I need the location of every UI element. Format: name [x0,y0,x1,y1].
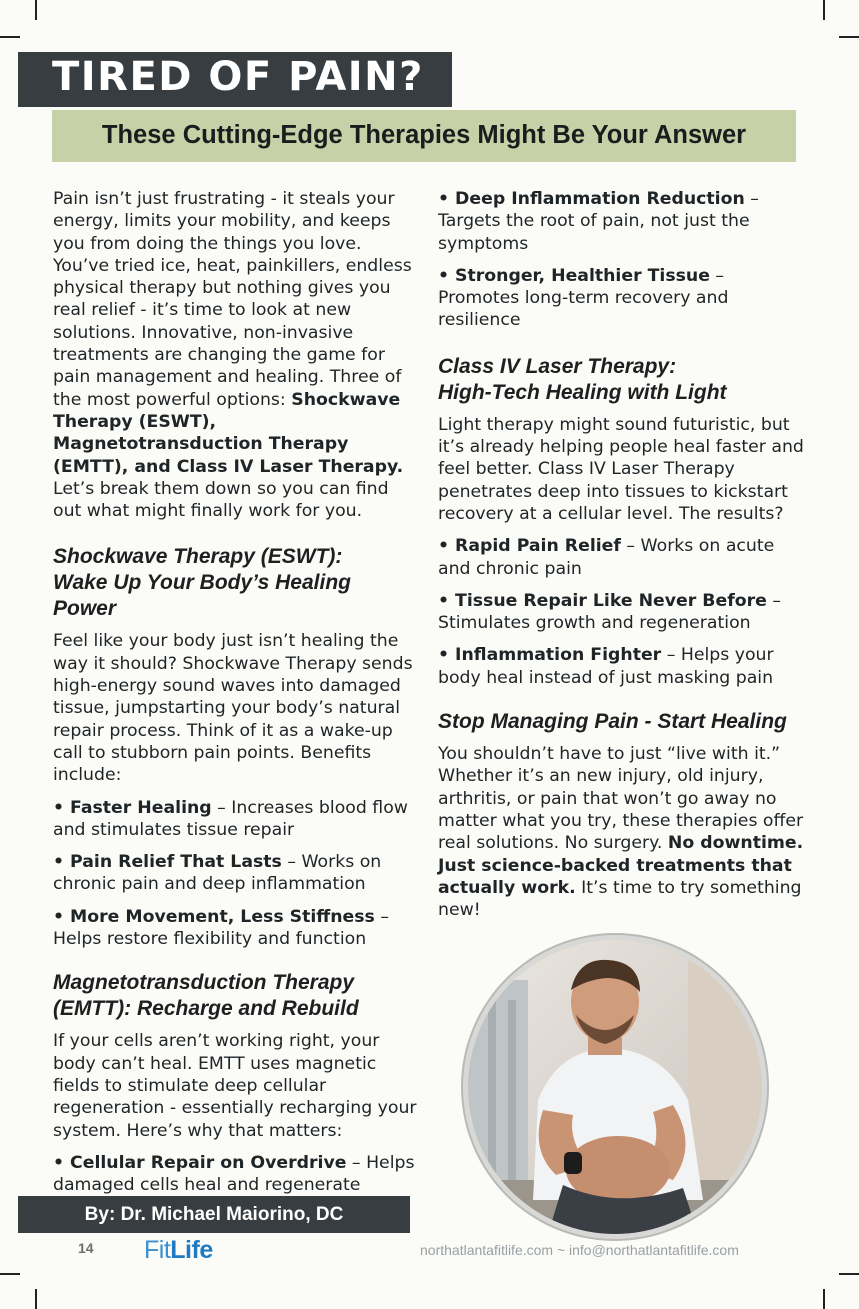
eswt-bullet: • Faster Healing – Increases blood flow and stimulates tissue repair [53,797,408,840]
crop-mark [0,1273,20,1275]
subtitle-banner [52,110,796,162]
laser-bullet: • Rapid Pain Relief – Works on acute and chronic pain [438,536,775,579]
eswt-bullet: • Pain Relief That Lasts – Works on chronic pain and deep inflammation [53,852,382,895]
crop-mark [35,1289,37,1309]
page-subtitle: These Cutting-Edge Therapies Might Be Your Answer [101,121,747,149]
eswt-heading: Shockwave Therapy (ESWT): Wake Up Your Body’s Healing Power [53,545,351,621]
crop-mark [35,0,37,20]
crop-mark [839,36,859,38]
page-number: 14 [78,1240,94,1256]
laser-body: Light therapy might sound futuristic, but it’s already helping people heal faster and feel better. Class IV Laser Therapy penetrates deep into tissues to kickstart recovery at a cellular level. The results? [438,414,804,524]
crop-mark [839,1273,859,1275]
emtt-heading: Magnetotransduction Therapy (EMTT): Recharge and Rebuild [53,971,359,1021]
author-byline: By: Dr. Michael Maiorino, DC [84,1204,344,1225]
fitlife-logo: FitLife [144,1236,213,1264]
byline-banner [18,1196,410,1233]
intro-paragraph: Pain isn’t just frustrating - it steals your energy, limits your mobility, and keeps you from doing the things you love. You’ve tried ice, heat, painkillers, endless physical therapy but nothing gives you real relief - it’s time to look at new solutions. Innovative, non-invasive treatments are changing the game for pain management and healing. Three of the most powerful options: Shockwave Therapy (ESWT), Magnetotransduction Therapy (EMTT), and Class IV Laser Therapy. Let’s break them down so you can find out what might finally work for you. [53,189,412,522]
emtt-bullet: • Stronger, Healthier Tissue – Promotes long-term recovery and resilience [438,265,729,331]
eswt-body: Feel like your body just isn’t healing the way it should? Shockwave Therapy sends high-energy sound waves into damaged tissue, jumpstarting your body’s natural repair process. Think of it as a wake-up call to stubborn pain points. Benefits include: [53,631,413,786]
left-column [53,188,418,1196]
closing-paragraph: You shouldn’t have to just “live with it.” Whether it’s an new injury, old injury, arthritis, or pain that won’t go away no matter what you try, these therapies offer real solutions. No surgery. No downtime. Just science-backed treatments that actually work. It’s time to try something new! [438,744,804,921]
laser-heading: Class IV Laser Therapy: High-Tech Healing with Light [438,354,727,404]
crop-mark [823,1289,825,1309]
crop-mark [0,36,20,38]
emtt-bullet: • Cellular Repair on Overdrive – Helps damaged cells heal and regenerate [53,1152,415,1196]
footer-contact: northatlantafitlife.com ~ info@northatlantafitlife.com [420,1242,739,1258]
photo-man-holding-knee [468,940,762,1234]
right-column [438,188,808,921]
laser-bullet: • Inflammation Fighter – Helps your body heal instead of just masking pain [438,645,774,688]
eswt-bullet: • More Movement, Less Stiffness – Helps restore flexibility and function [53,906,389,950]
laser-bullet: • Tissue Repair Like Never Before – Stimulates growth and regeneration [438,590,781,634]
photo-illustration [468,940,762,1234]
emtt-body: If your cells aren’t working right, your body can’t heal. EMTT uses magnetic fields to stimulate deep cellular regeneration - essentially recharging your system. Here’s why that matters: [53,1031,417,1141]
title-banner [18,52,452,107]
page-title: TIRED OF PAIN? [52,54,424,100]
crop-mark [823,0,825,20]
emtt-bullet: • Deep Inflammation Reduction – Targets the root of pain, not just the symptoms [438,189,759,254]
watch [564,1152,582,1174]
closing-heading: Stop Managing Pain - Start Healing [438,710,787,734]
